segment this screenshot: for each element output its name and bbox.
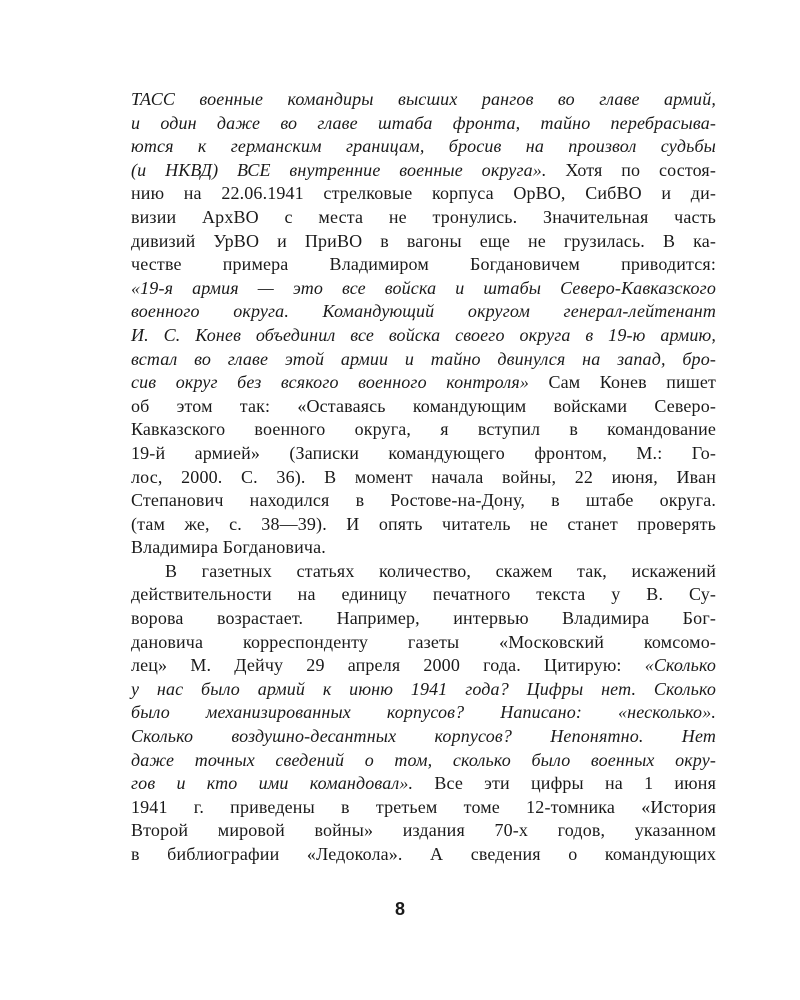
body-text: визии АрхВО с места не тронулись. Значительная часть bbox=[131, 206, 716, 227]
body-text: лос, 2000. С. 36). В момент начала войны, 22 июня, Иван bbox=[131, 466, 716, 487]
body-text: в библиографии «Ледокола». А сведения о командующих bbox=[131, 844, 716, 864]
body-text: В газетных статьях количество, скажем так, искажений bbox=[165, 560, 716, 581]
body-text: об этом так: «Оставаясь командующим войсками Северо- bbox=[131, 395, 716, 416]
text-line bbox=[131, 348, 716, 372]
text-line bbox=[131, 654, 716, 678]
text-line bbox=[131, 607, 716, 631]
quoted-text: сив округ без всякого военного контроля» bbox=[131, 372, 530, 393]
text-line bbox=[131, 395, 716, 419]
text-line bbox=[131, 489, 716, 513]
text-line bbox=[131, 88, 716, 112]
body-text: лец» М. Дейчу 29 апреля 2000 года. Цитирую: bbox=[131, 655, 645, 676]
body-text: честве примера Владимиром Богдановичем приводится: bbox=[131, 254, 716, 275]
text-line bbox=[131, 418, 716, 442]
text-line bbox=[131, 135, 716, 159]
text-line bbox=[131, 772, 716, 796]
body-text: 1941 г. приведены в третьем томе 12-томника «История bbox=[131, 796, 716, 817]
body-text: Степанович находился в Ростове-на-Дону, в штабе округа. bbox=[131, 490, 716, 511]
quoted-text: было механизированных корпусов? Написано: «несколько». bbox=[131, 702, 716, 723]
text-line bbox=[131, 253, 716, 277]
page-number: 8 bbox=[394, 899, 405, 919]
body-text: Второй мировой войны» издания 70-х годов, указанном bbox=[131, 820, 716, 841]
text-line bbox=[131, 560, 716, 584]
body-text: 19-й армией» (Записки командующего фронтом, М.: Го- bbox=[131, 442, 716, 463]
text-line bbox=[131, 843, 716, 867]
quoted-text: встал во главе этой армии и тайно двинулся на запад, бро- bbox=[131, 348, 716, 369]
text-line bbox=[131, 701, 716, 725]
page-body-text bbox=[131, 88, 716, 867]
text-line bbox=[131, 277, 716, 301]
body-text: (там же, с. 38—39). И опять читатель не станет проверять bbox=[131, 513, 716, 534]
quoted-text: И. С. Конев объединил все войска своего округа в 19-ю армию, bbox=[131, 324, 716, 345]
body-text: Хотя по состоя- bbox=[546, 159, 717, 180]
quoted-text: (и НКВД) ВСЕ внутренние военные округа». bbox=[131, 159, 547, 180]
text-line bbox=[131, 230, 716, 254]
text-line bbox=[131, 536, 716, 560]
text-line bbox=[131, 324, 716, 348]
text-line bbox=[131, 112, 716, 136]
quoted-text: ются к германским границам, бросив на произвол судьбы bbox=[131, 136, 716, 157]
text-line bbox=[131, 819, 716, 843]
text-line bbox=[131, 206, 716, 230]
text-line bbox=[131, 513, 716, 537]
quoted-text: даже точных сведений о том, сколько было военных окру- bbox=[131, 749, 716, 770]
text-line bbox=[131, 725, 716, 749]
body-text: Кавказского военного округа, я вступил в командование bbox=[131, 419, 716, 440]
quoted-text: и один даже во главе штаба фронта, тайно перебрасыва- bbox=[131, 112, 716, 133]
quoted-text: ТАСС военные командиры высших рангов во главе армий, bbox=[131, 89, 716, 109]
text-line bbox=[131, 466, 716, 490]
quoted-text: военного округа. Командующий округом генерал-лейтенант bbox=[131, 301, 716, 322]
body-text: ворова возрастает. Например, интервью Владимира Бог- bbox=[131, 608, 716, 629]
text-line bbox=[131, 182, 716, 206]
text-line bbox=[131, 583, 716, 607]
body-text: действительности на единицу печатного текста у В. Су- bbox=[131, 584, 716, 605]
text-line bbox=[131, 300, 716, 324]
text-line bbox=[131, 371, 716, 395]
quoted-text: «19-я армия — это все войска и штабы Северо-Кавказского bbox=[131, 277, 716, 298]
body-text: нию на 22.06.1941 стрелковые корпуса ОрВО, СибВО и ди- bbox=[131, 183, 716, 204]
body-text: дивизий УрВО и ПриВО в вагоны еще не грузилась. В ка- bbox=[131, 230, 716, 251]
text-line bbox=[131, 442, 716, 466]
body-text: Владимира Богдановича. bbox=[131, 537, 326, 558]
body-text: Все эти цифры на 1 июня bbox=[413, 773, 716, 794]
body-text: Сам Конев пишет bbox=[529, 372, 716, 393]
text-line bbox=[131, 796, 716, 820]
text-line bbox=[131, 749, 716, 773]
text-line bbox=[131, 678, 716, 702]
text-line bbox=[131, 631, 716, 655]
quoted-text: гов и кто ими командовал». bbox=[131, 773, 414, 794]
quoted-text: Сколько воздушно-десантных корпусов? Непонятно. Нет bbox=[131, 726, 716, 747]
text-line bbox=[131, 159, 716, 183]
quoted-text: у нас было армий к июню 1941 года? Цифры нет. Сколько bbox=[131, 678, 716, 699]
quoted-text: «Сколько bbox=[644, 655, 716, 676]
body-text: дановича корреспонденту газеты «Московский комсомо- bbox=[131, 631, 716, 652]
